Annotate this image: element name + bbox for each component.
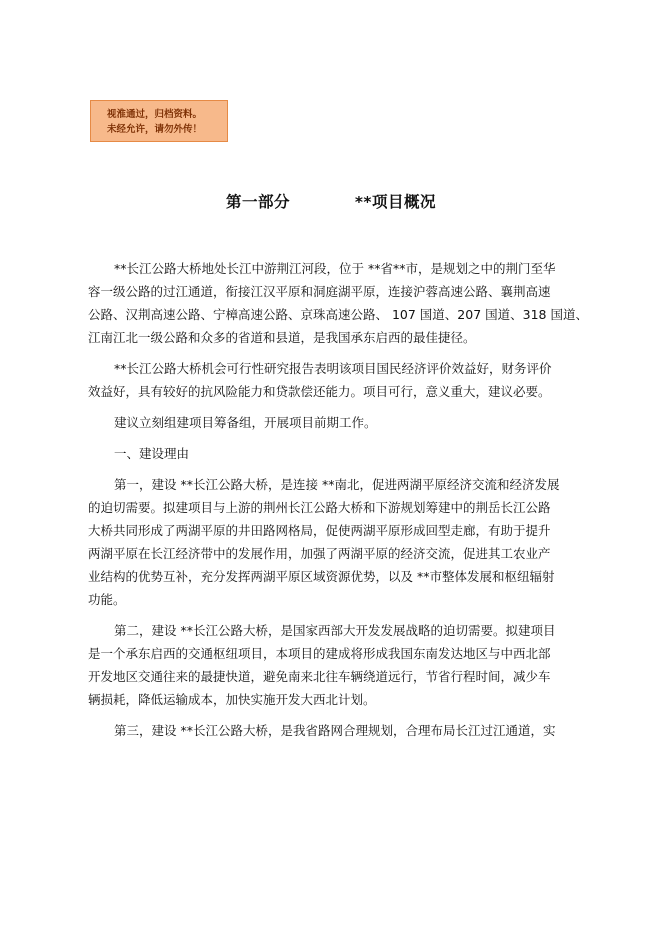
paragraph-line: 是一个承东启西的交通枢纽项目，本项目的建成将形成我国东南发达地区与中西北部 [88,646,551,661]
paragraph-line: 效益好，具有较好的抗风险能力和贷款偿还能力。项目可行，意义重大，建议必要。 [88,384,551,399]
paragraph-line: 辆损耗，降低运输成本，加快实施开发大西北计划。 [88,692,376,707]
paragraph-line: 第一，建设 **长江公路大桥，是连接 **南北，促进两湖平原经济交流和经济发展 [114,477,560,492]
paragraph [88,473,592,611]
paragraph-line: 功能。 [88,592,126,607]
paragraph-line: 公路、汉荆高速公路、宁樟高速公路、京珠高速公路、 107 国道、207 国道、318 国道、 [88,307,588,322]
paragraph [88,411,592,434]
notice-line-2: 未经允许，请勿外传！ [107,124,203,135]
paragraph-line: 建议立刻组建项目筹备组，开展项目前期工作。 [114,415,377,430]
paragraph [88,357,592,403]
paragraph-line: 大桥共同形成了两湖平原的井田路网格局，促使两湖平原形成回型走廊，有助于提升 [88,523,551,538]
paragraph [88,619,592,711]
paragraph-line: **长江公路大桥机会可行性研究报告表明该项目国民经济评价效益好，财务评价 [114,361,552,376]
paragraph [88,442,592,465]
paragraph [88,719,592,742]
paragraph-line: 业结构的优势互补，充分发挥两湖平原区域资源优势，以及 **市整体发展和枢纽辐射 [88,569,555,584]
title-project: **项目概况 [354,193,437,211]
paragraph-line: **长江公路大桥地处长江中游荆江河段，位于 **省**市，是规划之中的荆门至华 [114,261,556,276]
title-part: 第一部分 [225,193,290,211]
paragraph [88,257,592,349]
page-title [0,190,662,212]
paragraph-line: 容一级公路的过江通道，衔接江汉平原和洞庭湖平原，连接沪蓉高速公路、襄荆高速 [88,284,551,299]
paragraph-line: 第二，建设 **长江公路大桥，是国家西部大开发发展战略的迫切需要。拟建项目 [114,623,556,638]
confidential-notice-stamp [90,100,228,142]
paragraph-line: 第三，建设 **长江公路大桥，是我省路网合理规划，合理布局长江过江通道，实 [114,723,556,738]
paragraph-line: 江南江北一级公路和众多的省道和县道，是我国承东启西的最佳捷径。 [88,330,476,345]
paragraph-line: 两湖平原在长江经济带中的发展作用，加强了两湖平原的经济交流，促进其工农业产 [88,546,551,561]
paragraph-line: 开发地区交通往来的最捷快道，避免南来北往车辆绕道远行，节省行程时间，减少车 [88,669,551,684]
document-body [88,257,592,750]
paragraph-line: 一、建设理由 [114,446,190,461]
paragraph-line: 的迫切需要。拟建项目与上游的荆州长江公路大桥和下游规划筹建中的荆岳长江公路 [88,500,551,515]
notice-line-1: 视淮通过，归档资料。 [107,109,203,120]
